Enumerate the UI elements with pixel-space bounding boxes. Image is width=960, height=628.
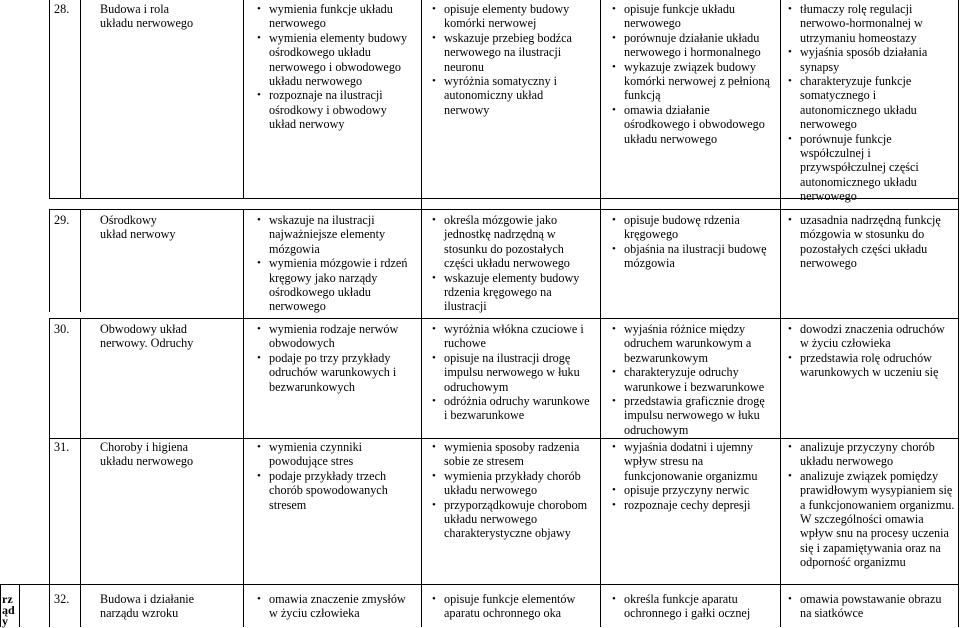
topic-line: układu nerwowego xyxy=(100,16,194,31)
list-item: • przyporządkowuje chorobom układu nerwowego charakterystyczne objawy xyxy=(431,498,591,541)
column-divider xyxy=(80,209,81,312)
list-item: • charakteryzuje odruchy warunkowe i bezwarunkowe xyxy=(611,365,774,394)
list-item: • porównuje funkcje współczulnej i przywspółczulnej części autonomicznego układu nerwowego xyxy=(787,132,955,204)
list-item: • wymienia rodzaje nerwów obwodowych xyxy=(256,322,416,351)
list-item: • omawia działanie ośrodkowego i obwodowego układu nerwowego xyxy=(611,103,774,146)
list-item: • podaje po trzy przykłady odruchów warunkowych i bezwarunkowych xyxy=(256,351,416,394)
column-divider xyxy=(80,0,81,198)
list-item: • wyjaśnia różnice między odruchem warunkowym a bezwarunkowym xyxy=(611,322,774,365)
requirements-very-good xyxy=(787,592,955,621)
list-item: • określa funkcje aparatu ochronnego i gałki ocznej xyxy=(611,592,774,621)
list-item: • opisuje na ilustracji drogę impulsu nerwowego w łuku odruchowym xyxy=(431,351,591,394)
topic-line: Budowa i rola xyxy=(100,2,170,16)
requirements-basic xyxy=(256,440,416,512)
column-divider xyxy=(243,0,244,627)
row-topic xyxy=(100,2,250,31)
topic-line: narządu wzroku xyxy=(100,606,179,621)
row-topic xyxy=(100,592,250,621)
requirements-basic xyxy=(256,592,416,621)
list-item: • wskazuje elementy budowy rdzenia kręgowego na ilustracji xyxy=(431,271,591,314)
table-border-left xyxy=(49,584,50,627)
list-item: • porównuje działanie układu nerwowego i hormonalnego xyxy=(611,31,774,60)
topic-line: Choroby i higiena xyxy=(100,440,189,454)
requirements-basic xyxy=(256,213,416,314)
requirements-good xyxy=(611,322,774,437)
requirements-good xyxy=(611,2,774,146)
table-border-left xyxy=(49,0,50,198)
topic-line: układu nerwowego xyxy=(100,454,194,469)
requirements-good xyxy=(611,592,774,621)
requirements-very-good xyxy=(787,213,955,271)
list-item: • odróżnia odruchy warunkowe i bezwarunkowe xyxy=(431,394,591,423)
list-item: • dowodzi znaczenia odruchów w życiu człowieka xyxy=(787,322,955,351)
row-topic xyxy=(100,213,250,242)
requirements-basic xyxy=(256,322,416,394)
table-border-left xyxy=(49,209,50,312)
list-item: • przedstawia rolę odruchów warunkowych w uczeniu się xyxy=(787,351,955,380)
list-item: • wyjaśnia sposób działania synapsy xyxy=(787,45,955,74)
list-item: • wyróżnia włókna czuciowe i ruchowe xyxy=(431,322,591,351)
sidebar-char: rz xyxy=(2,592,13,606)
requirements-good xyxy=(611,213,774,271)
list-item: • rozpoznaje na ilustracji ośrodkowy i obwodowy układ nerwowy xyxy=(256,88,416,131)
list-item: • wymienia mózgowie i rdzeń kręgowy jako narządy ośrodkowego układu nerwowego xyxy=(256,256,416,314)
list-item: • wymienia przykłady chorób układu nerwowego xyxy=(431,469,591,498)
list-item: • podaje przykłady trzech chorób spowodowanych stresem xyxy=(256,469,416,512)
topic-line: Budowa i działanie xyxy=(100,592,195,606)
row-number: 32. xyxy=(54,592,70,606)
list-item: • przedstawia graficznie drogę impulsu nerwowego w łuku odruchowym xyxy=(611,394,774,437)
list-item: • wskazuje przebieg bodźca nerwowego na ilustracji neuronu xyxy=(431,31,591,74)
list-item: • wymienia funkcje układu nerwowego xyxy=(256,2,416,31)
list-item: • analizuje związek pomiędzy prawidłowym wysypianiem się a funkcjonowaniem organizmu. W szczególności omawia wpływ snu na procesy uczenia się i zapamiętywania oraz na odporność organizmu xyxy=(787,469,955,570)
row-divider xyxy=(0,584,959,585)
list-item: • rozpoznaje cechy depresji xyxy=(611,498,774,512)
list-item: • opisuje funkcje układu nerwowego xyxy=(611,2,774,31)
requirements-adequate xyxy=(431,592,591,621)
row-divider xyxy=(49,318,959,319)
column-divider xyxy=(600,0,601,627)
list-item: • omawia znaczenie zmysłów w życiu człowieka xyxy=(256,592,416,621)
list-item: • objaśnia na ilustracji budowę mózgowia xyxy=(611,242,774,271)
topic-line: Obwodowy układ xyxy=(100,322,187,336)
requirements-adequate xyxy=(431,322,591,423)
list-item: • wymienia czynniki powodujące stres xyxy=(256,440,416,469)
row-number: 29. xyxy=(54,213,70,227)
table-border-left xyxy=(49,438,50,584)
sidebar-char: y xyxy=(2,614,8,628)
list-item: • uzasadnia nadrzędną funkcję mózgowia w stosunku do pozostałych części układu nerwowego xyxy=(787,213,955,271)
list-item: • wyróżnia somatyczny i autonomiczny układ nerwowy xyxy=(431,74,591,117)
row-number: 28. xyxy=(54,2,70,16)
column-divider xyxy=(243,198,244,209)
table-border-left xyxy=(49,318,50,438)
list-item: • analizuje przyczyny chorób układu nerwowego xyxy=(787,440,955,469)
requirements-adequate xyxy=(431,440,591,541)
column-divider xyxy=(780,0,781,627)
row-topic xyxy=(100,322,250,351)
sidebar-label xyxy=(2,594,16,627)
list-item: • wykazuje związek budowy komórki nerwowej z pełnioną funkcją xyxy=(611,60,774,103)
row-divider xyxy=(49,209,959,210)
row-topic xyxy=(100,440,250,469)
list-item: • opisuje funkcje elementów aparatu ochronnego oka xyxy=(431,592,591,621)
list-item: • opisuje przyczyny nerwic xyxy=(611,483,774,497)
sidebar-border xyxy=(19,584,20,627)
list-item: • wskazuje na ilustracji najważniejsze elementy mózgowia xyxy=(256,213,416,256)
requirements-very-good xyxy=(787,2,955,204)
sidebar-char: ąd xyxy=(2,603,15,617)
requirements-adequate xyxy=(431,2,591,117)
topic-line: nerwowy. Odruchy xyxy=(100,336,194,351)
list-item: • wymienia elementy budowy ośrodkowego układu nerwowego i obwodowego układu nerwowego xyxy=(256,31,416,89)
requirements-good xyxy=(611,440,774,512)
list-item: • wymienia sposoby radzenia sobie ze stresem xyxy=(431,440,591,469)
topic-line: układ nerwowy xyxy=(100,227,176,242)
topic-line: Ośrodkowy xyxy=(100,213,157,227)
requirements-basic xyxy=(256,2,416,132)
list-item: • wyjaśnia dodatni i ujemny wpływ stresu na funkcjonowanie organizmu xyxy=(611,440,774,483)
list-item: • opisuje budowę rdzenia kręgowego xyxy=(611,213,774,242)
row-number: 31. xyxy=(54,440,70,454)
requirements-adequate xyxy=(431,213,591,314)
row-number: 30. xyxy=(54,322,70,336)
sidebar-border xyxy=(0,584,1,627)
list-item: • opisuje elementy budowy komórki nerwowej xyxy=(431,2,591,31)
row-divider xyxy=(49,438,959,439)
list-item: • charakteryzuje funkcje somatycznego i autonomicznego układu nerwowego xyxy=(787,74,955,132)
column-divider xyxy=(80,584,81,627)
table-border-right xyxy=(958,0,959,627)
column-divider xyxy=(80,318,81,584)
list-item: • tłumaczy rolę regulacji nerwowo-hormonalnej w utrzymaniu homeostazy xyxy=(787,2,955,45)
list-item: • omawia powstawanie obrazu na siatkówce xyxy=(787,592,955,621)
column-divider xyxy=(421,0,422,627)
requirements-very-good xyxy=(787,322,955,380)
list-item: • określa mózgowie jako jednostkę nadrzędną w stosunku do pozostałych części układu nerwowego xyxy=(431,213,591,271)
requirements-very-good xyxy=(787,440,955,570)
